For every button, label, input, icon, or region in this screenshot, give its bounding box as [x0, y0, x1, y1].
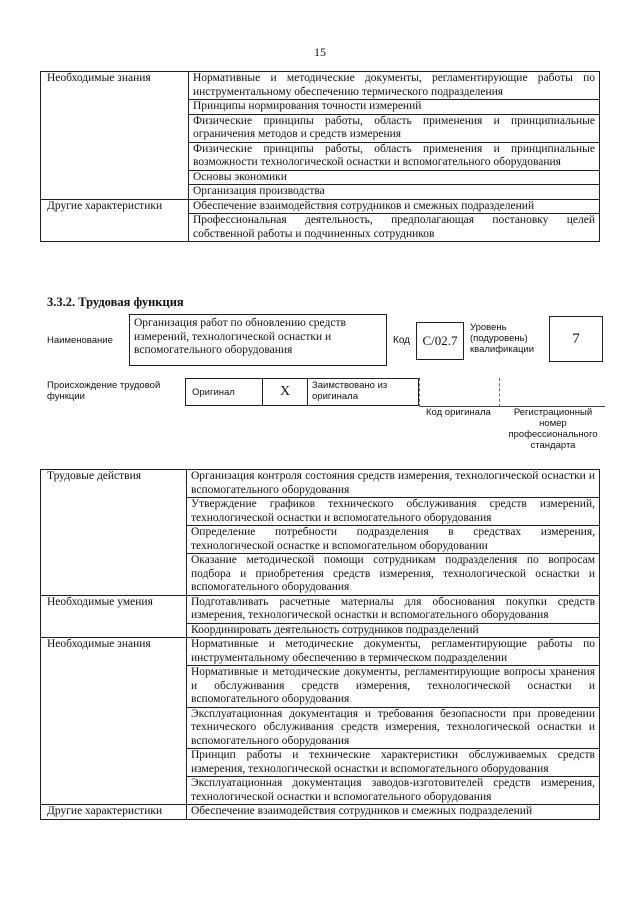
level-label: Уровень (подуровень) квалификации	[470, 322, 535, 355]
row-group-label: Необходимые знания	[41, 638, 187, 805]
row-item-text: Обеспечение взаимодействия сотрудников и смежных подразделений	[187, 805, 600, 820]
origin-label: Происхождение трудовой функции	[47, 380, 161, 402]
table-row	[41, 638, 600, 666]
table-row	[41, 199, 600, 214]
row-item-text: Координировать деятельность сотрудников подразделений	[187, 623, 600, 638]
row-group-label: Необходимые умения	[41, 595, 187, 638]
row-item-text: Нормативные и методические документы, регламентирующие работы по инструментальному обеспечению в термическом подразделении	[187, 638, 600, 666]
row-item-text: Организация производства	[189, 185, 600, 200]
row-item-text: Определение потребности подразделения в средствах измерения, технологической оснастке и вспомогательном оборудовании	[187, 526, 600, 554]
row-item-text: Утверждение графиков технического обслуживания средств измерений, технологической оснастки и вспомогательного оборудования	[187, 498, 600, 526]
code-value: C/02.7	[416, 322, 464, 360]
row-item-text: Организация контроля состояния средств измерения, технологической оснастки и вспомогательного оборудования	[187, 470, 600, 498]
code-original-cell	[419, 378, 500, 407]
row-item-text: Нормативные и методические документы, регламентирующие вопросы хранения и обслуживания средств измерения, технологической оснастки и вспомогательного оборудования	[187, 666, 600, 708]
table-row	[41, 595, 600, 623]
row-group-label: Необходимые знания	[41, 72, 189, 200]
original-mark: X	[262, 378, 308, 406]
row-item-text: Нормативные и методические документы, регламентирующие работы по инструментальному обеспечению термического подразделения	[189, 72, 600, 100]
function-name-value: Организация работ по обновлению средств измерений, технологической оснастки и вспомогательного оборудования	[129, 314, 387, 366]
row-group-label: Другие характеристики	[41, 805, 187, 820]
reg-number-cell	[499, 378, 605, 407]
row-item-text: Профессиональная деятельность, предполагающая постановку целей собственной работы и подчиненных сотрудников	[189, 214, 600, 242]
knowledge-table-top	[40, 71, 600, 242]
code-label: Код	[393, 335, 411, 346]
row-item-text: Эксплуатационная документация и требования безопасности при проведении технического обслуживания средств измерения, технологической оснастки и вспомогательного оборудования	[187, 707, 600, 749]
labor-function-table	[40, 469, 600, 820]
page-number: 15	[314, 45, 326, 59]
row-item-text: Физические принципы работы, область применения и принципиальные возможности технологической оснастки и вспомогательного оборудования	[189, 142, 600, 170]
section-heading: 3.3.2. Трудовая функция	[47, 295, 184, 309]
row-group-label: Трудовые действия	[41, 470, 187, 596]
row-group-label: Другие характеристики	[41, 199, 189, 242]
row-item-text: Принципы нормирования точности измерений	[189, 100, 600, 115]
row-item-text: Основы экономики	[189, 170, 600, 185]
row-item-text: Принцип работы и технические характеристики обслуживаемых средств измерения, технологической оснастки и вспомогательного оборудования	[187, 749, 600, 777]
reg-number-label: Регистрационный номер профессионального стандарта	[508, 407, 598, 451]
table-row	[41, 805, 600, 820]
row-item-text: Оказание методической помощи сотрудникам подразделения по вопросам подбора и приобретения средств измерения, технологической оснастки и вспомогательного оборудования	[187, 554, 600, 596]
row-item-text: Подготавливать расчетные материалы для обоснования покупки средств измерения, технологической оснастки и вспомогательного оборудования	[187, 595, 600, 623]
row-item-text: Физические принципы работы, область применения и принципиальные ограничения методов и средств измерения	[189, 114, 600, 142]
code-original-label: Код оригинала	[426, 407, 491, 418]
borrowed-label: Заимствовано из оригинала	[307, 378, 419, 406]
level-value: 7	[549, 316, 603, 362]
name-label: Наименование	[47, 335, 113, 346]
row-item-text: Эксплуатационная документация заводов-изготовителей средств измерения, технологической оснастки и вспомогательного оборудования	[187, 777, 600, 805]
table-row	[41, 470, 600, 498]
original-label: Оригинал	[185, 378, 263, 406]
table-row	[41, 72, 600, 100]
row-item-text: Обеспечение взаимодействия сотрудников и смежных подразделений	[189, 199, 600, 214]
